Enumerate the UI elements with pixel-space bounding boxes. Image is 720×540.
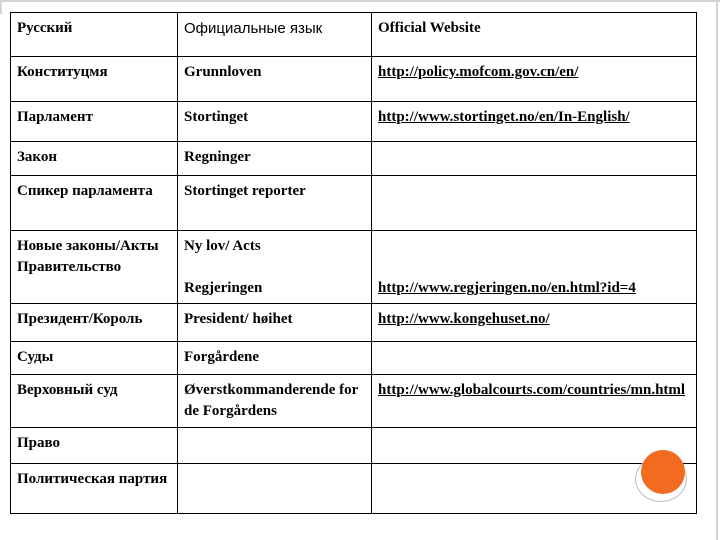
cell-official: Grunnloven	[178, 57, 372, 102]
website-link[interactable]: http://www.globalcourts.com/countries/mn.html	[378, 382, 686, 398]
table-row	[11, 142, 697, 176]
cell-official-line: Ny lov/ Acts	[184, 238, 261, 254]
decorative-orange-circle	[641, 450, 685, 494]
table-row	[11, 342, 697, 375]
table-row	[11, 304, 697, 342]
cell-official	[178, 464, 372, 514]
terms-table	[10, 12, 697, 514]
cell-official: Øverstkommanderende for de Forgårdens	[178, 375, 372, 428]
cell-website	[372, 304, 697, 342]
cell-russian: Суды	[11, 342, 178, 375]
cell-official-line-extra: Regjeringen	[184, 280, 263, 296]
cell-russian: Политическая партия	[11, 464, 178, 514]
website-link[interactable]: http://www.stortinget.no/en/In-English/	[378, 109, 630, 125]
cell-official: Forgårdene	[178, 342, 372, 375]
cell-official: President/ høihet	[178, 304, 372, 342]
header-russian: Русский	[11, 13, 178, 57]
table-row	[11, 176, 697, 231]
cell-official: Stortinget reporter	[178, 176, 372, 231]
header-official-website: Official Website	[372, 13, 697, 57]
cell-website	[372, 57, 697, 102]
cell-russian: Спикер парламента	[11, 176, 178, 231]
cell-website	[372, 231, 697, 304]
cell-russian: Новые законы/Акты Правительство	[11, 231, 178, 304]
website-link[interactable]: http://www.regjeringen.no/en.html?id=4	[378, 280, 636, 296]
header-official-language: Официальные язык	[178, 13, 372, 57]
cell-website	[372, 102, 697, 142]
cell-website	[372, 375, 697, 428]
table-row	[11, 428, 697, 464]
table-row	[11, 375, 697, 428]
table-row	[11, 231, 697, 304]
table-header-row	[11, 13, 697, 57]
cell-russian: Закон	[11, 142, 178, 176]
cell-russian: Парламент	[11, 102, 178, 142]
cell-russian: Конституцмя	[11, 57, 178, 102]
website-link[interactable]: http://www.kongehuset.no/	[378, 311, 550, 327]
table-row	[11, 57, 697, 102]
table-row	[11, 464, 697, 514]
cell-official: Regninger	[178, 142, 372, 176]
website-link[interactable]: http://policy.mofcom.gov.cn/en/	[378, 64, 579, 80]
cell-website	[372, 142, 697, 176]
cell-russian: Право	[11, 428, 178, 464]
cell-official: Stortinget	[178, 102, 372, 142]
cell-russian: Верховный суд	[11, 375, 178, 428]
cell-website	[372, 342, 697, 375]
decorative-frame-right	[702, 0, 718, 540]
table-row	[11, 102, 697, 142]
cell-website	[372, 176, 697, 231]
cell-official	[178, 428, 372, 464]
cell-official	[178, 231, 372, 304]
cell-russian: Президент/Король	[11, 304, 178, 342]
